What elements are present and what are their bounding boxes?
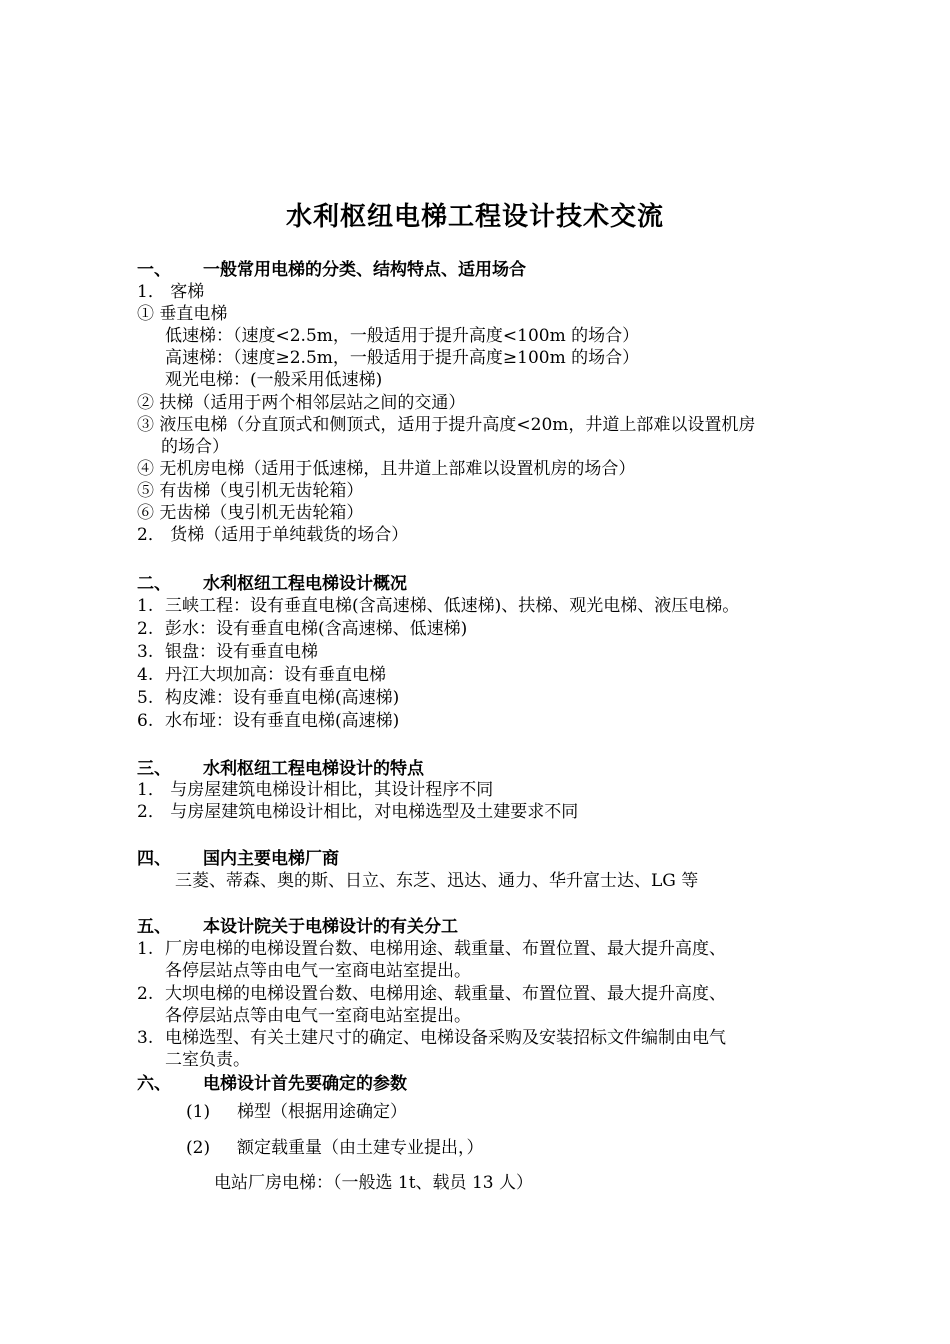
s1-line-10: ⑤ 有齿梯（曳引机无齿轮箱） <box>137 481 364 501</box>
s1-line-7: ③ 液压电梯（分直顶式和侧顶式，适用于提升高度<20m，井道上部难以设置机房 <box>137 415 756 435</box>
param-detail: 电站厂房电梯：（一般选 1t、载员 13 人） <box>214 1173 533 1193</box>
section-1-title: 一般常用电梯的分类、结构特点、适用场合 <box>203 260 526 280</box>
s4-manufacturers: 三菱、蒂森、奥的斯、日立、东芝、迅达、通力、华升富士达、LG 等 <box>175 871 699 891</box>
s1-line-3: 低速梯：（速度<2.5m，一般适用于提升高度<100m 的场合） <box>165 326 640 346</box>
section-2-heading <box>137 573 407 595</box>
list-item-text: 电梯选型、有关土建尺寸的确定、电梯设备采购及安装招标文件编制由电气 <box>165 1028 726 1048</box>
s1-line-5: 观光电梯：(一般采用低速梯) <box>165 370 383 390</box>
param-item-number: (1) <box>186 1102 211 1122</box>
list-item-continuation: 各停层站点等由电气一室商电站室提出。 <box>165 1006 471 1026</box>
s1-line-2: ① 垂直电梯 <box>137 304 228 324</box>
section-1-heading <box>137 259 526 281</box>
param-item-number: (2) <box>186 1138 211 1158</box>
list-item-continuation: 二室负责。 <box>165 1050 250 1070</box>
section-6-heading <box>137 1073 407 1095</box>
list-item-text: 丹江大坝加高：设有垂直电梯 <box>165 665 386 685</box>
section-1-number: 一、 <box>137 260 171 280</box>
section-2-number: 二、 <box>137 574 171 594</box>
list-item <box>137 618 467 640</box>
list-item <box>137 1027 726 1049</box>
section-2-title: 水利枢纽工程电梯设计概况 <box>203 574 407 594</box>
param-item-text: 额定载重量（由土建专业提出，） <box>237 1138 484 1158</box>
list-item-number: 3. <box>137 1028 154 1048</box>
list-item <box>137 983 726 1005</box>
list-item-number: 2. <box>137 619 154 639</box>
list-item-text: 大坝电梯的电梯设置台数、电梯用途、载重量、布置位置、最大提升高度、 <box>165 984 726 1004</box>
list-item-number: 1. <box>137 596 154 616</box>
s3-line-1: 1． 与房屋建筑电梯设计相比，其设计程序不同 <box>137 780 494 800</box>
section-3-heading <box>137 758 424 780</box>
list-item-text: 水布垭：设有垂直电梯(高速梯) <box>165 711 400 731</box>
param-item <box>186 1137 484 1159</box>
s1-line-6: ② 扶梯（适用于两个相邻层站之间的交通） <box>137 393 466 413</box>
section-3-title: 水利枢纽工程电梯设计的特点 <box>203 759 424 779</box>
s1-line-8: 的场合） <box>161 437 229 457</box>
section-4-title: 国内主要电梯厂商 <box>203 849 339 869</box>
s1-line-9: ④ 无机房电梯（适用于低速梯，且井道上部难以设置机房的场合） <box>137 459 636 479</box>
s1-line-1: 1． 客梯 <box>137 282 205 302</box>
list-item-number: 5. <box>137 688 154 708</box>
list-item-text: 彭水：设有垂直电梯(含高速梯、低速梯) <box>165 619 468 639</box>
list-item-text: 银盘：设有垂直电梯 <box>165 642 318 662</box>
section-4-heading <box>137 848 339 870</box>
s1-line-11: ⑥ 无齿梯（曳引机无齿轮箱） <box>137 503 364 523</box>
section-5-number: 五、 <box>137 917 171 937</box>
list-item <box>137 641 318 663</box>
section-6-title: 电梯设计首先要确定的参数 <box>203 1074 407 1094</box>
list-item-number: 4. <box>137 665 154 685</box>
section-4-number: 四、 <box>137 849 171 869</box>
list-item <box>137 687 399 709</box>
list-item <box>137 664 386 686</box>
list-item-continuation: 各停层站点等由电气一室商电站室提出。 <box>165 961 471 981</box>
list-item <box>137 710 399 732</box>
param-item-text: 梯型（根据用途确定） <box>237 1102 407 1122</box>
s3-line-2: 2． 与房屋建筑电梯设计相比，对电梯选型及土建要求不同 <box>137 802 579 822</box>
s1-line-4: 高速梯：（速度≥2.5m，一般适用于提升高度≥100m 的场合） <box>165 348 640 368</box>
list-item <box>137 595 739 617</box>
list-item-text: 厂房电梯的电梯设置台数、电梯用途、载重量、布置位置、最大提升高度、 <box>165 939 726 959</box>
section-5-title: 本设计院关于电梯设计的有关分工 <box>203 917 458 937</box>
list-item <box>137 938 726 960</box>
list-item-text: 三峡工程：设有垂直电梯(含高速梯、低速梯)、扶梯、观光电梯、液压电梯。 <box>165 596 740 616</box>
list-item-number: 1. <box>137 939 154 959</box>
list-item-number: 2. <box>137 984 154 1004</box>
document-title: 水利枢纽电梯工程设计技术交流 <box>285 202 664 232</box>
list-item-number: 3. <box>137 642 154 662</box>
section-5-heading <box>137 916 458 938</box>
section-3-number: 三、 <box>137 759 171 779</box>
param-item <box>186 1101 407 1123</box>
s1-line-12: 2． 货梯（适用于单纯载货的场合） <box>137 525 409 545</box>
list-item-text: 构皮滩：设有垂直电梯(高速梯) <box>165 688 400 708</box>
section-6-number: 六、 <box>137 1074 171 1094</box>
list-item-number: 6. <box>137 711 154 731</box>
